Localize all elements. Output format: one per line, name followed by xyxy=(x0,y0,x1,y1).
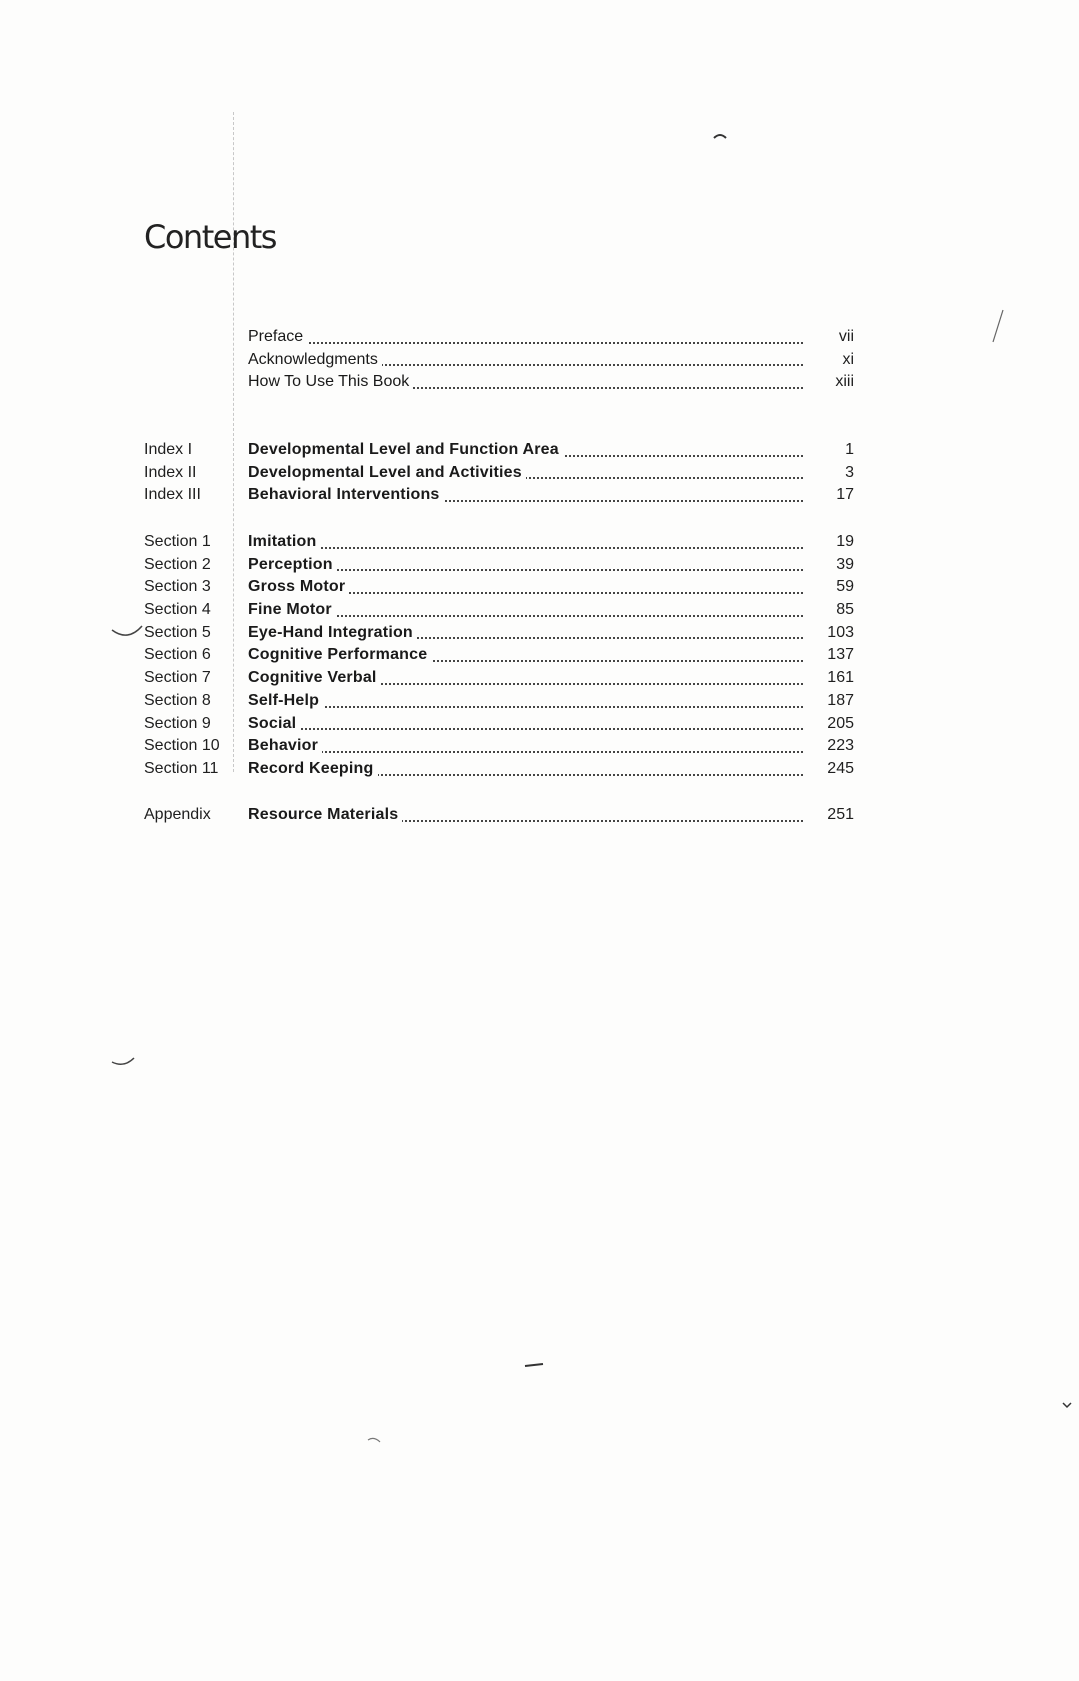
toc-label: Section 8 xyxy=(144,691,211,709)
toc-page-number: 3 xyxy=(845,463,854,481)
toc-entry-title: Perception xyxy=(248,556,337,573)
toc-entry-title: Behavioral Interventions xyxy=(248,486,444,503)
toc-page-number: 161 xyxy=(827,669,854,687)
toc-entry-title: Cognitive Verbal xyxy=(248,669,381,686)
toc-entry-title: Self-Help xyxy=(248,692,323,709)
toc-label: Section 11 xyxy=(144,759,219,777)
toc-entry-title: How To Use This Book xyxy=(248,373,413,390)
toc-page-number: 251 xyxy=(827,806,854,823)
toc-entry-title: Cognitive Performance xyxy=(248,646,431,663)
toc-entry-title: Behavior xyxy=(248,737,322,754)
toc-page-number: 39 xyxy=(836,555,854,573)
toc-label: Section 1 xyxy=(144,533,211,550)
toc-page-number: 85 xyxy=(836,601,854,619)
toc-page-number: 205 xyxy=(827,714,854,732)
toc-page-number: 187 xyxy=(827,691,854,709)
toc-page-number: vii xyxy=(838,328,854,345)
toc-label: Index III xyxy=(144,486,201,504)
toc-label: Section 6 xyxy=(144,646,211,664)
toc-label: Index I xyxy=(144,441,193,458)
toc-entry-title: Social xyxy=(248,715,300,732)
toc-page-number: 245 xyxy=(827,759,854,777)
toc-page-number: xiii xyxy=(835,373,854,391)
toc-label: Section 2 xyxy=(144,555,211,573)
toc-entry-title: Resource Materials xyxy=(248,806,402,823)
page-title: Contents xyxy=(144,218,276,256)
toc-entry-title: Imitation xyxy=(248,533,320,550)
toc-page-number: 103 xyxy=(827,623,854,641)
toc-page-number: xi xyxy=(842,350,854,368)
toc-label: Index II xyxy=(144,463,197,481)
toc-page-number: 223 xyxy=(827,737,854,755)
toc-entry-title: Developmental Level and Activities xyxy=(248,464,526,481)
toc-entry-title: Fine Motor xyxy=(248,601,336,618)
toc-label: Section 5 xyxy=(144,623,211,641)
toc-label: Section 7 xyxy=(144,669,211,687)
toc-entry-title: Preface xyxy=(248,328,307,345)
toc-label: Section 9 xyxy=(144,714,211,732)
toc-label: Section 10 xyxy=(144,737,220,755)
toc-page-number: 1 xyxy=(845,441,854,458)
toc-entry-title: Developmental Level and Function Area xyxy=(248,441,563,458)
toc-page-number: 59 xyxy=(836,578,854,596)
toc-label: Appendix xyxy=(144,806,211,823)
toc-page-number: 19 xyxy=(836,533,854,550)
toc-entry-title: Gross Motor xyxy=(248,578,349,595)
toc-page-number: 17 xyxy=(836,486,854,504)
toc-entry-title: Acknowledgments xyxy=(248,351,382,368)
toc-label: Section 3 xyxy=(144,578,211,596)
toc-entry-title: Record Keeping xyxy=(248,760,378,777)
toc-entry-title: Eye-Hand Integration xyxy=(248,624,417,641)
toc-label: Section 4 xyxy=(144,601,211,619)
toc-page-number: 137 xyxy=(827,646,854,664)
